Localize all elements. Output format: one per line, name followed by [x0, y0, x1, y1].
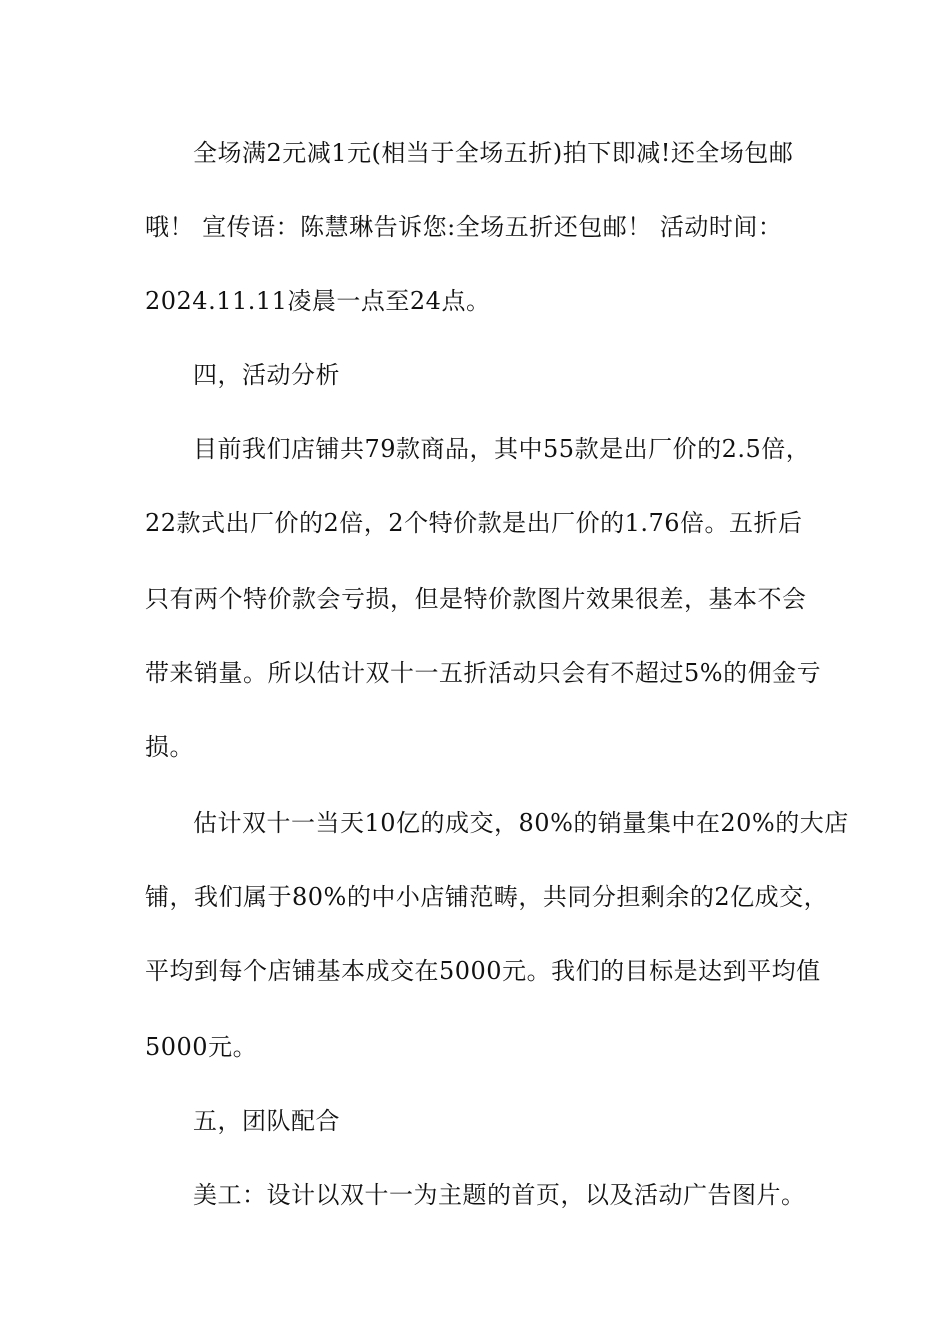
- text-line: 只有两个特价款会亏损，但是特价款图片效果很差，基本不会: [145, 585, 807, 613]
- text-line: 美工：设计以双十一为主题的首页，以及活动广告图片。: [193, 1181, 806, 1209]
- text-line: 22款式出厂价的2倍，2个特价款是出厂价的1.76倍。五折后: [145, 509, 803, 537]
- section-heading: 五，团队配合: [193, 1107, 340, 1135]
- text-line: 哦！ 宣传语：陈慧琳告诉您:全场五折还包邮！ 活动时间：: [145, 213, 783, 241]
- text-line: 铺，我们属于80%的中小店铺范畴，共同分担剩余的2亿成交，: [145, 883, 829, 911]
- text-line: 目前我们店铺共79款商品，其中55款是出厂价的2.5倍，: [193, 435, 811, 463]
- text-line: 2024.11.11凌晨一点至24点。: [145, 287, 491, 315]
- text-line: 全场满2元减1元(相当于全场五折)拍下即减!还全场包邮: [193, 139, 794, 167]
- text-line: 估计双十一当天10亿的成交，80%的销量集中在20%的大店: [193, 809, 849, 837]
- section-heading: 四，活动分析: [193, 361, 340, 389]
- text-line: 平均到每个店铺基本成交在5000元。我们的目标是达到平均值: [145, 957, 821, 985]
- text-line: 带来销量。所以估计双十一五折活动只会有不超过5%的佣金亏: [145, 659, 822, 687]
- text-line: 损。: [145, 733, 194, 761]
- text-line: 5000元。: [145, 1033, 258, 1061]
